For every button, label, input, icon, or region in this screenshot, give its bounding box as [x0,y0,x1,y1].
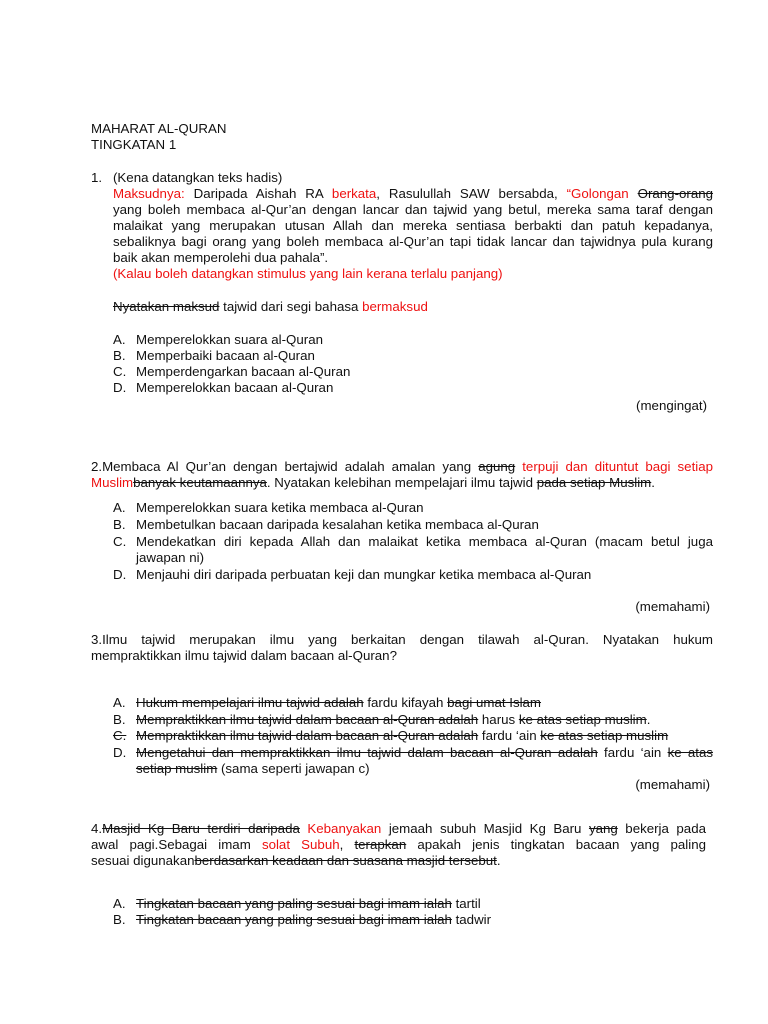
text-run: sesuai digunakan [91,853,195,868]
text-run: berkata [331,186,377,201]
option-text: Memperelokkan bacaan al-Quran [136,380,334,395]
option-text [136,912,491,928]
text-run: . [651,475,655,490]
q3-level: (memahami) [635,777,710,792]
text-run: ke atas [667,745,713,760]
option-text: Memperelokkan suara al-Quran [136,332,323,347]
q1-note: (Kalau boleh datangkan stimulus yang lain kerana terlalu panjang) [113,266,503,281]
option-letter: A. [113,500,126,515]
option-text: Memperelokkan suara ketika membaca al-Quran [136,500,424,515]
option-letter: C. [113,534,127,549]
text-run: solat Subuh [261,837,340,852]
text-run: apakah jenis tingkatan bacaan yang paling [406,837,706,852]
option-text: Mendekatkan diri kepada Allah dan malaikat ketika membaca al-Quran (macam betul juga [136,534,713,549]
text-run: . Nyatakan kelebihan mempelajari ilmu tajwid [266,475,537,490]
q4-stem-line [91,821,706,837]
text-run: 4. [91,821,103,836]
q1-stimulus-line: malaikat yang merupakan utusan Allah dan mereka sentiasa berbakti dan patuh kepadanya, [113,218,713,233]
text-run: bermaksud [362,299,428,314]
q1-intro: (Kena datangkan teks hadis) [113,170,283,185]
text-run: agung [478,459,516,474]
text-run: Muslim [91,475,134,490]
option-letter: B. [113,712,126,727]
option-letter: D. [113,745,127,760]
option-text: Membetulkan bacaan daripada kesalahan ketika membaca al-Quran [136,517,539,532]
text-run: Daripada Aishah RA [184,186,332,201]
option-text [136,695,541,711]
text-run: . [496,853,501,868]
text-run: Maksudnya: [113,186,185,201]
q2-level: (memahami) [635,599,710,614]
option-text [136,896,481,912]
text-run: Mempraktikkan ilmu tajwid dalam bacaan al-Quran adalah [136,728,479,743]
document-title: MAHARAT AL-QURAN [91,121,227,136]
text-run: awal pagi.Sebagai imam [91,837,262,852]
text-run: berdasarkan keadaan dan suasana masjid tersebut [194,853,497,868]
option-text: Menjauhi diri daripada perbuatan keji dan mungkar ketika membaca al-Quran [136,567,592,582]
text-run: , Rasulullah SAW bersabda, [376,186,567,201]
option-text [136,712,650,728]
q1-stimulus-line: baik akan memperolehi dua pahala”. [113,250,329,265]
text-run: “Golongan [566,186,629,201]
option-text: jawapan ni) [136,550,205,565]
q3-stem-line: mempraktikkan ilmu tajwid dalam bacaan al-Quran? [91,648,397,663]
q2-stem-line [91,459,713,475]
option-letter: A. [113,332,126,347]
text-run: Tingkatan bacaan yang paling sesuai bagi imam ialah [136,912,452,927]
text-run: fardu ‘ain [597,745,668,760]
text-run: yang [588,821,618,836]
text-run: tajwid dari segi bahasa [219,299,363,314]
text-run: Kebanyakan [307,821,382,836]
option-letter: B. [113,348,126,363]
text-run: . [646,712,651,727]
q1-question [113,299,428,315]
text-run: Hukum mempelajari ilmu tajwid adalah [136,695,364,710]
text-run: pada setiap Muslim [536,475,652,490]
text-run: terpuji dan dituntut bagi setiap [522,459,714,474]
text-run: (sama seperti jawapan c) [217,761,370,776]
q1-stimulus-line: sebaliknya bagi orang yang boleh membaca al-Qur’an tapi tidak lancar dan tajwidnya pula kurang [113,234,713,249]
text-run: tadwir [451,912,492,927]
option-letter: B. [113,912,126,927]
text-run: fardu kifayah [363,695,448,710]
option-letter: A. [113,896,126,911]
q4-stem-line [91,853,501,869]
option-text [136,745,713,761]
q1-stimulus-line: yang boleh membaca al-Qur’an dengan lancar dan tajwid yang betul, mereka sama taraf dengan [113,202,713,217]
text-run: Tingkatan bacaan yang paling sesuai bagi imam ialah [136,896,452,911]
text-run: fardu ‘ain [478,728,541,743]
option-text [136,761,370,777]
q3-stem-line: 3.Ilmu tajwid merupakan ilmu yang berkaitan dengan tilawah al-Quran. Nyatakan hukum [91,632,713,647]
text-run: Mempraktikkan ilmu tajwid dalam bacaan al-Quran adalah [136,712,479,727]
text-run: ke atas setiap muslim [540,728,669,743]
option-letter: C. [113,364,127,379]
text-run: , [339,837,355,852]
q1-stimulus-line [113,186,713,202]
text-run: Orang-orang [637,186,714,201]
option-text [136,728,668,744]
q1-number: 1. [91,170,103,185]
text-run: bekerja pada [617,821,706,836]
text-run [629,186,638,201]
text-run: bagi umat Islam [447,695,542,710]
text-run: jemaah subuh Masjid Kg Baru [381,821,589,836]
text-run: setiap muslim [136,761,218,776]
text-run: banyak keutamaannya [133,475,267,490]
text-run: ke atas setiap muslim [518,712,647,727]
q1-level: (mengingat) [636,398,707,413]
text-run: Mengetahui dan mempraktikkan ilmu tajwid dalam bacaan al-Quran adalah [136,745,598,760]
option-letter: B. [113,517,126,532]
text-run: terapkan [354,837,407,852]
text-run: 2.Membaca Al Qur’an dengan bertajwid adalah amalan yang [91,459,479,474]
option-text: Memperdengarkan bacaan al-Quran [136,364,351,379]
q4-stem-line [91,837,706,853]
text-run: harus [478,712,519,727]
text-run: tartil [451,896,481,911]
option-letter: D. [113,567,127,582]
text-run: Masjid Kg Baru terdiri daripada [102,821,300,836]
text-run: Nyatakan maksud [113,299,220,314]
option-letter: D. [113,380,127,395]
option-text: Memperbaiki bacaan al-Quran [136,348,315,363]
document-subtitle: TINGKATAN 1 [91,137,177,152]
option-letter: A. [113,695,126,710]
q2-stem-line [91,475,655,491]
option-letter: C. [113,728,127,743]
